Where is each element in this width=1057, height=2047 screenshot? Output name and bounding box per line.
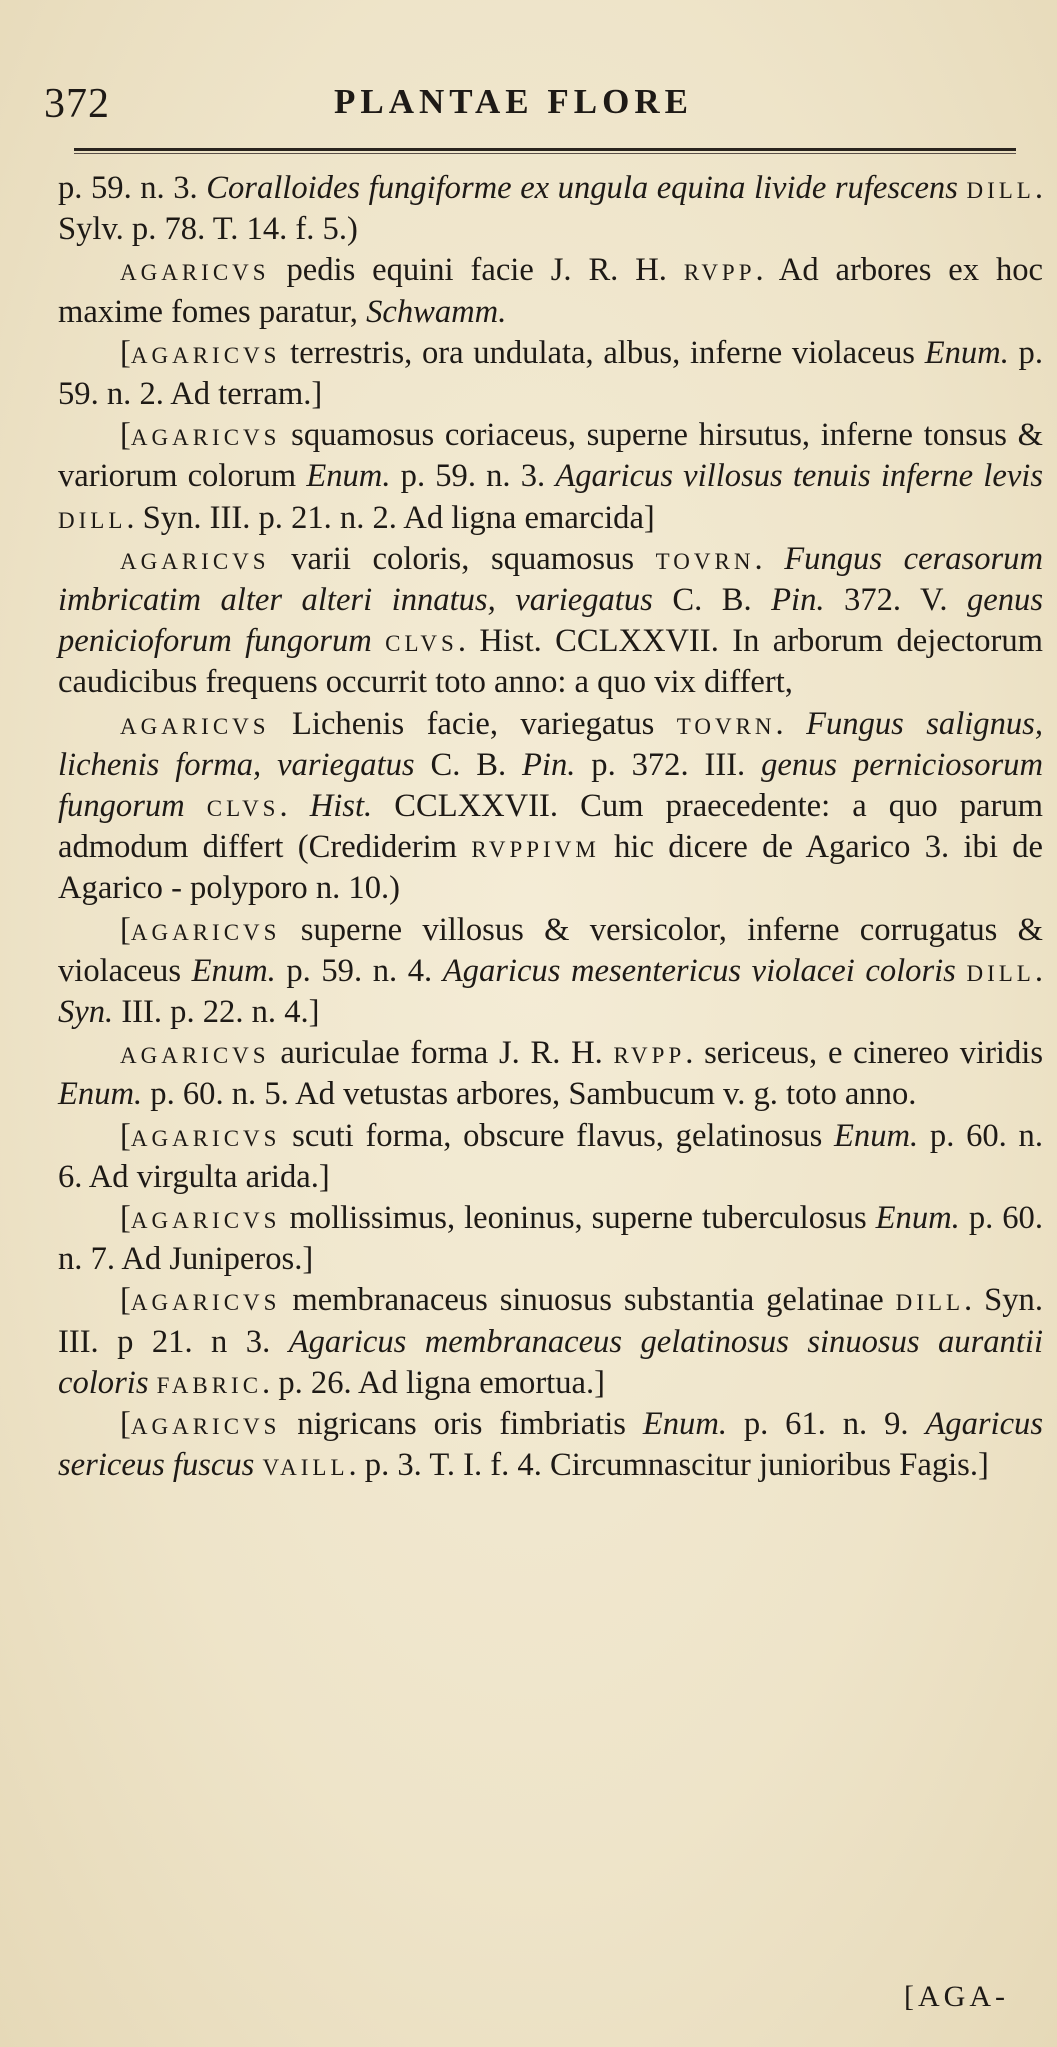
text-run: membranaceus sinuosus substantia gelatinae <box>280 1282 896 1319</box>
text-run: III. p. 22. n. 4.] <box>113 994 320 1031</box>
header-rule <box>74 148 1016 151</box>
text-run: p. 59. n. 3. <box>58 170 207 206</box>
author-smallcaps: agaricvs <box>130 1406 281 1443</box>
text-run: p. 59. n. 3. <box>390 458 556 495</box>
text-run: [ <box>120 1406 131 1443</box>
author-smallcaps: agaricvs <box>120 540 270 577</box>
text-run: [ <box>120 1282 131 1319</box>
text-run: p. 60. n. 5. Ad vetustas arbores, Sambucum v. g. toto anno. <box>142 1076 917 1113</box>
text-run: squamosus coriaceus, superne hirsutus, inferne tonsus & variorum colorum <box>58 417 1043 495</box>
running-title: PLANTAE FLORE <box>334 82 693 121</box>
text-run: nigricans oris fimbriatis <box>280 1406 643 1443</box>
text-run: varii coloris, squamosus <box>269 540 656 577</box>
text-run: p. 59. n. 2. Ad terram.] <box>58 334 1043 413</box>
author-smallcaps: agaricvs <box>130 334 281 371</box>
entry-paragraph <box>58 250 1043 332</box>
text-run: . Sylv. p. 78. T. 14. f. 5.) <box>58 170 1043 248</box>
entry-paragraph <box>58 1116 1043 1198</box>
text-run: hic dicere de Agarico 3. ibi de Agarico - polyporo n. 10.) <box>58 829 1043 907</box>
italic-text: Enum. <box>58 1076 143 1113</box>
italic-text: genus perniciosorum fungorum <box>58 746 1043 825</box>
author-smallcaps: dill <box>966 170 1035 206</box>
text-run: C. B. <box>414 746 523 783</box>
author-smallcaps: agaricvs <box>130 1117 281 1154</box>
author-smallcaps: clvs <box>385 623 458 660</box>
italic-text: Agaricus mesentericus violacei coloris <box>442 952 956 989</box>
page-header <box>44 80 1004 130</box>
text-run: terrestris, ora undulata, albus, inferne violaceus <box>280 334 925 371</box>
text-run <box>149 1365 157 1401</box>
italic-text: Agaricus membranaceus gelatinosus sinuosus aurantii coloris <box>58 1323 1044 1401</box>
author-smallcaps: tovrn <box>676 705 776 742</box>
italic-text: Enum. <box>306 458 391 495</box>
author-smallcaps: tovrn <box>655 540 755 577</box>
entry-paragraph <box>58 415 1043 539</box>
text-run: p. 60. n. 6. Ad virgulta arida.] <box>58 1117 1043 1195</box>
page-number: 372 <box>44 81 110 127</box>
catchword: [AGA- <box>904 1980 1009 2013</box>
text-run: p. 59. n. 4. <box>275 952 443 989</box>
text-run: . <box>775 705 807 742</box>
text-run: C. B. <box>652 582 772 619</box>
text-run <box>185 788 207 824</box>
text-run: p. 60. n. 7. Ad Juniperos.] <box>58 1200 1043 1278</box>
text-run: [ <box>120 1200 131 1237</box>
author-smallcaps: fabric <box>156 1364 263 1401</box>
italic-text: Enum. <box>875 1200 960 1237</box>
italic-text: Enum. <box>834 1117 919 1154</box>
author-smallcaps: dill <box>966 952 1035 989</box>
entry-paragraph <box>58 704 1043 910</box>
text-run: p. 61. n. 9. <box>727 1406 926 1443</box>
author-smallcaps: agaricvs <box>120 252 270 289</box>
entry-paragraph <box>58 539 1043 704</box>
entry-paragraph <box>58 910 1043 1034</box>
text-run: superne villosus & versicolor, inferne corrugatus & violaceus <box>58 911 1043 989</box>
text-run: . Hist. CCLXXVII. In arborum dejectorum caudicibus frequens occurrit toto anno: a quo vix differt, <box>58 623 1043 701</box>
text-run: . Syn. III. p 21. n 3. <box>58 1282 1043 1360</box>
text-run: scuti forma, obscure flavus, gelatinosus <box>280 1117 835 1154</box>
text-run <box>254 1447 262 1483</box>
italic-text: Coralloides fungiforme ex ungula equina livide rufescens <box>206 170 958 206</box>
text-run <box>372 623 385 659</box>
text-run <box>956 953 967 989</box>
author-smallcaps: agaricvs <box>120 705 270 742</box>
italic-text: Schwamm. <box>366 293 507 330</box>
author-smallcaps: agaricvs <box>130 1282 281 1319</box>
italic-text: Syn. <box>58 994 114 1031</box>
body-text <box>58 168 1043 1487</box>
text-run: . <box>1034 952 1043 989</box>
text-run: auriculae forma J. R. H. <box>269 1035 614 1072</box>
author-smallcaps: rvpp <box>613 1035 686 1072</box>
author-smallcaps: rvpp <box>683 252 756 289</box>
text-run: pedis equini facie J. R. H. <box>269 252 684 289</box>
entry-paragraph <box>58 1280 1043 1404</box>
text-run: mollissimus, leoninus, superne tuberculosus <box>280 1200 876 1237</box>
text-run: [ <box>120 911 131 948</box>
entry-paragraph <box>58 168 1043 250</box>
author-smallcaps: dill <box>895 1282 965 1319</box>
author-smallcaps: agaricvs <box>130 1200 281 1237</box>
italic-text: Agaricus sericeus fuscus <box>58 1406 1044 1484</box>
text-run: CCLXXVII. Cum praecedente: a quo parum admodum differt (Crediderim <box>58 788 1043 866</box>
author-smallcaps: agaricvs <box>130 911 281 948</box>
text-run: p. 372. III. <box>575 746 762 783</box>
italic-text: Hist. <box>309 788 373 825</box>
text-run: . <box>279 788 310 825</box>
italic-text: Pin. <box>771 582 825 619</box>
text-run: . <box>754 540 785 577</box>
author-smallcaps: rvppivm <box>471 829 600 866</box>
text-run: [ <box>120 1117 131 1154</box>
header-rule-thin <box>74 153 1016 154</box>
text-run: . Syn. III. p. 21. n. 2. Ad ligna emarcida] <box>126 499 655 536</box>
italic-text: Fungus salignus, lichenis forma, variegatus <box>58 705 1044 783</box>
italic-text: Enum. <box>191 952 276 989</box>
italic-text: genus penicioforum fungorum <box>58 582 1044 660</box>
text-run: [ <box>120 334 131 371</box>
italic-text: Pin. <box>522 746 576 783</box>
entry-paragraph <box>58 1198 1043 1280</box>
text-run: . p. 26. Ad ligna emortua.] <box>262 1364 605 1401</box>
author-smallcaps: agaricvs <box>120 1035 270 1072</box>
author-smallcaps: agaricvs <box>130 417 281 454</box>
text-run: [ <box>120 417 131 454</box>
entry-paragraph <box>58 1404 1043 1486</box>
entry-paragraph <box>58 333 1043 415</box>
italic-text: Agaricus villosus tenuis inferne levis <box>555 458 1044 495</box>
text-run: . p. 3. T. I. f. 4. Circumnascitur junioribus Fagis.] <box>348 1447 989 1484</box>
text-run: . Ad arbores ex hoc maxime fomes paratur, <box>58 252 1044 330</box>
author-smallcaps: clvs <box>206 788 280 825</box>
author-smallcaps: dill <box>58 499 127 536</box>
author-smallcaps: vaill <box>262 1447 349 1484</box>
text-run: 372. V. <box>824 582 967 619</box>
text-run: . sericeus, e cinereo viridis <box>685 1035 1043 1072</box>
entry-paragraph <box>58 1033 1043 1115</box>
text-run: Lichenis facie, variegatus <box>269 705 677 742</box>
italic-text: Enum. <box>924 334 1009 371</box>
italic-text: Fungus cerasorum imbricatim alter alteri innatus, variegatus <box>58 540 1043 619</box>
italic-text: Enum. <box>642 1406 728 1443</box>
